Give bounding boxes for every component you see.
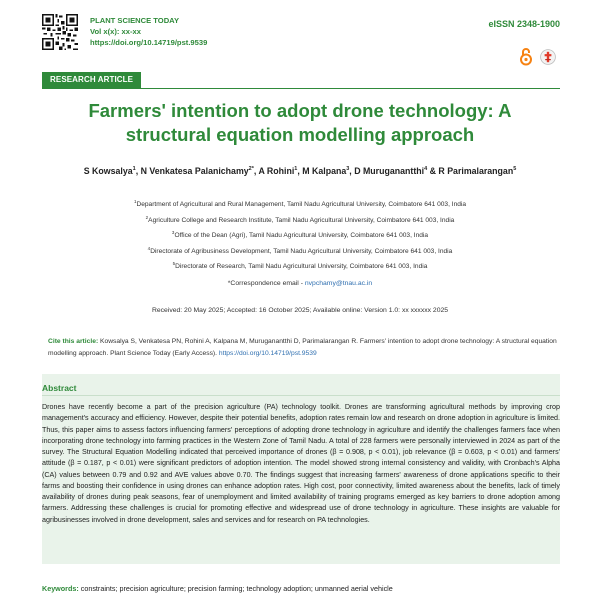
- keywords-label: Keywords:: [42, 584, 81, 593]
- author: R Parimalarangan$^5$: [438, 166, 517, 176]
- keywords: [42, 584, 560, 593]
- journal-name: PLANT SCIENCE TODAY: [90, 16, 180, 25]
- abstract-heading: Abstract: [42, 383, 77, 393]
- affiliation: $^2$Agriculture College and Research Institute, Tamil Nadu Agricultural University, Coimbatore 641 003, India: [145, 214, 455, 224]
- article-title: Farmers' intention to adopt drone technology: A structural equation modelling approach: [88, 100, 512, 145]
- affiliation: $^5$Directorate of Research, Tamil Nadu Agricultural University, Coimbatore 641 003, India: [172, 261, 428, 271]
- correspondence: [40, 280, 560, 287]
- journal-info: [90, 15, 207, 48]
- article-type-badge: RESEARCH ARTICLE: [42, 72, 141, 88]
- eissn-label: eISSN 2348-1900: [488, 19, 560, 29]
- publication-dates: Received: 20 May 2025; Accepted: 16 October 2025; Available online: Version 1.0: xx xxxxxx 2025: [151, 307, 449, 314]
- header-divider: [42, 88, 560, 89]
- author: M Kalpana$^3$: [302, 166, 350, 176]
- author: A Rohini$^1$: [258, 166, 298, 176]
- author: N Venkatesa Palanichamy$^{2*}$: [140, 166, 254, 176]
- affiliation: $^4$Directorate of Agribusiness Development, Tamil Nadu Agricultural University, Coimbatore 641 003, India: [147, 245, 453, 255]
- crossmark-icon[interactable]: [540, 49, 556, 65]
- abstract-text: Drones have recently become a part of the precision agriculture (PA) technology toolkit. Drones are transforming agricultural methods by improving crop management's accuracy and efficiency. However, despite their potential benefits, adoption rates remain low and research on drone adoption in agriculture is limited. Thus, this paper aims to assess factors influencing farmers' perceptions of adopting drone technology in agriculture and identify the challenges farmers face when incorporating drone technology into farming practices in the Western Zone of Tamil Nadu. A total of 228 farmers were personally interviewed in 2024 as part of the survey. The Structural Equation Modelling indicated that perceived importance of drones (β = 0.908, p < 0.01), job relevance (β = 0.603, p < 0.01) and farmers' attitude (β = 0.187, p < 0.01) were significant predictors of adoption intention. The model showed strong internal consistency and validity, with Cronbach's Alpha (CA) values between 0.79 and 0.92 and AVE values above 0.70. The findings suggest that increasing farmers' awareness of drone applications specific to their farms and boosting their confidence in using drones can enhance adoption rates. High cost, poor connectivity, limited awareness about the benefits, lack of timely availability of drones during peak seasons, fear of unemployment and limited availability of training programs emerged as key barriers to drone adoption among farmers. Addressing these challenges is crucial for promoting effective and widespread use of drone technology in agriculture. These insights are valuable for agribusinesses involved in drone development, sales and services and for research on PA technologies.: [42, 403, 560, 524]
- cite-doi-link[interactable]: https://doi.org/10.14719/pst.9539: [218, 350, 317, 357]
- author-list: S Kowsalya$^1$, N Venkatesa Palanichamy$^{2*}$, A Rohini$^1$, M Kalpana$^3$, D Muruganantthi$^4$ & R Parimalarangan$^5$: [83, 166, 517, 176]
- abstract-divider: [42, 395, 560, 396]
- affiliation: $^3$Office of the Dean (Agri), Tamil Nadu Agricultural University, Coimbatore 641 003, India: [171, 230, 429, 240]
- author: D Muruganantthi$^4$: [354, 166, 428, 176]
- open-access-icon: [519, 47, 533, 66]
- citation-block: [48, 336, 558, 360]
- journal-volume: Vol x(x): xx-xx: [90, 27, 141, 36]
- cite-label: Cite this article:: [48, 338, 101, 345]
- affiliation: $^1$Department of Agricultural and Rural Management, Tamil Nadu Agricultural University, Coimbatore 641 003, India: [133, 199, 467, 209]
- qr-code-icon: [42, 14, 78, 50]
- correspondence-label: *Correspondence email -: [227, 280, 305, 287]
- keywords-text: constraints; precision agriculture; precision farming; technology adoption; unmanned aerial vehicle: [80, 584, 393, 593]
- journal-doi-link[interactable]: https://doi.org/10.14719/pst.9539: [90, 38, 208, 47]
- cite-text: Kowsalya S, Venkatesa PN, Rohini A, Kalpana M, Muruganantthi D, Parimalarangan R. Farmers' intention to adopt drone technology: A structural equation modelling approach. Plant Science Today (Early Access).: [48, 338, 557, 357]
- correspondence-email-link[interactable]: nvpchamy@tnau.ac.in: [304, 280, 373, 287]
- affiliation-list: [40, 196, 560, 274]
- author: S Kowsalya$^1$: [83, 166, 136, 176]
